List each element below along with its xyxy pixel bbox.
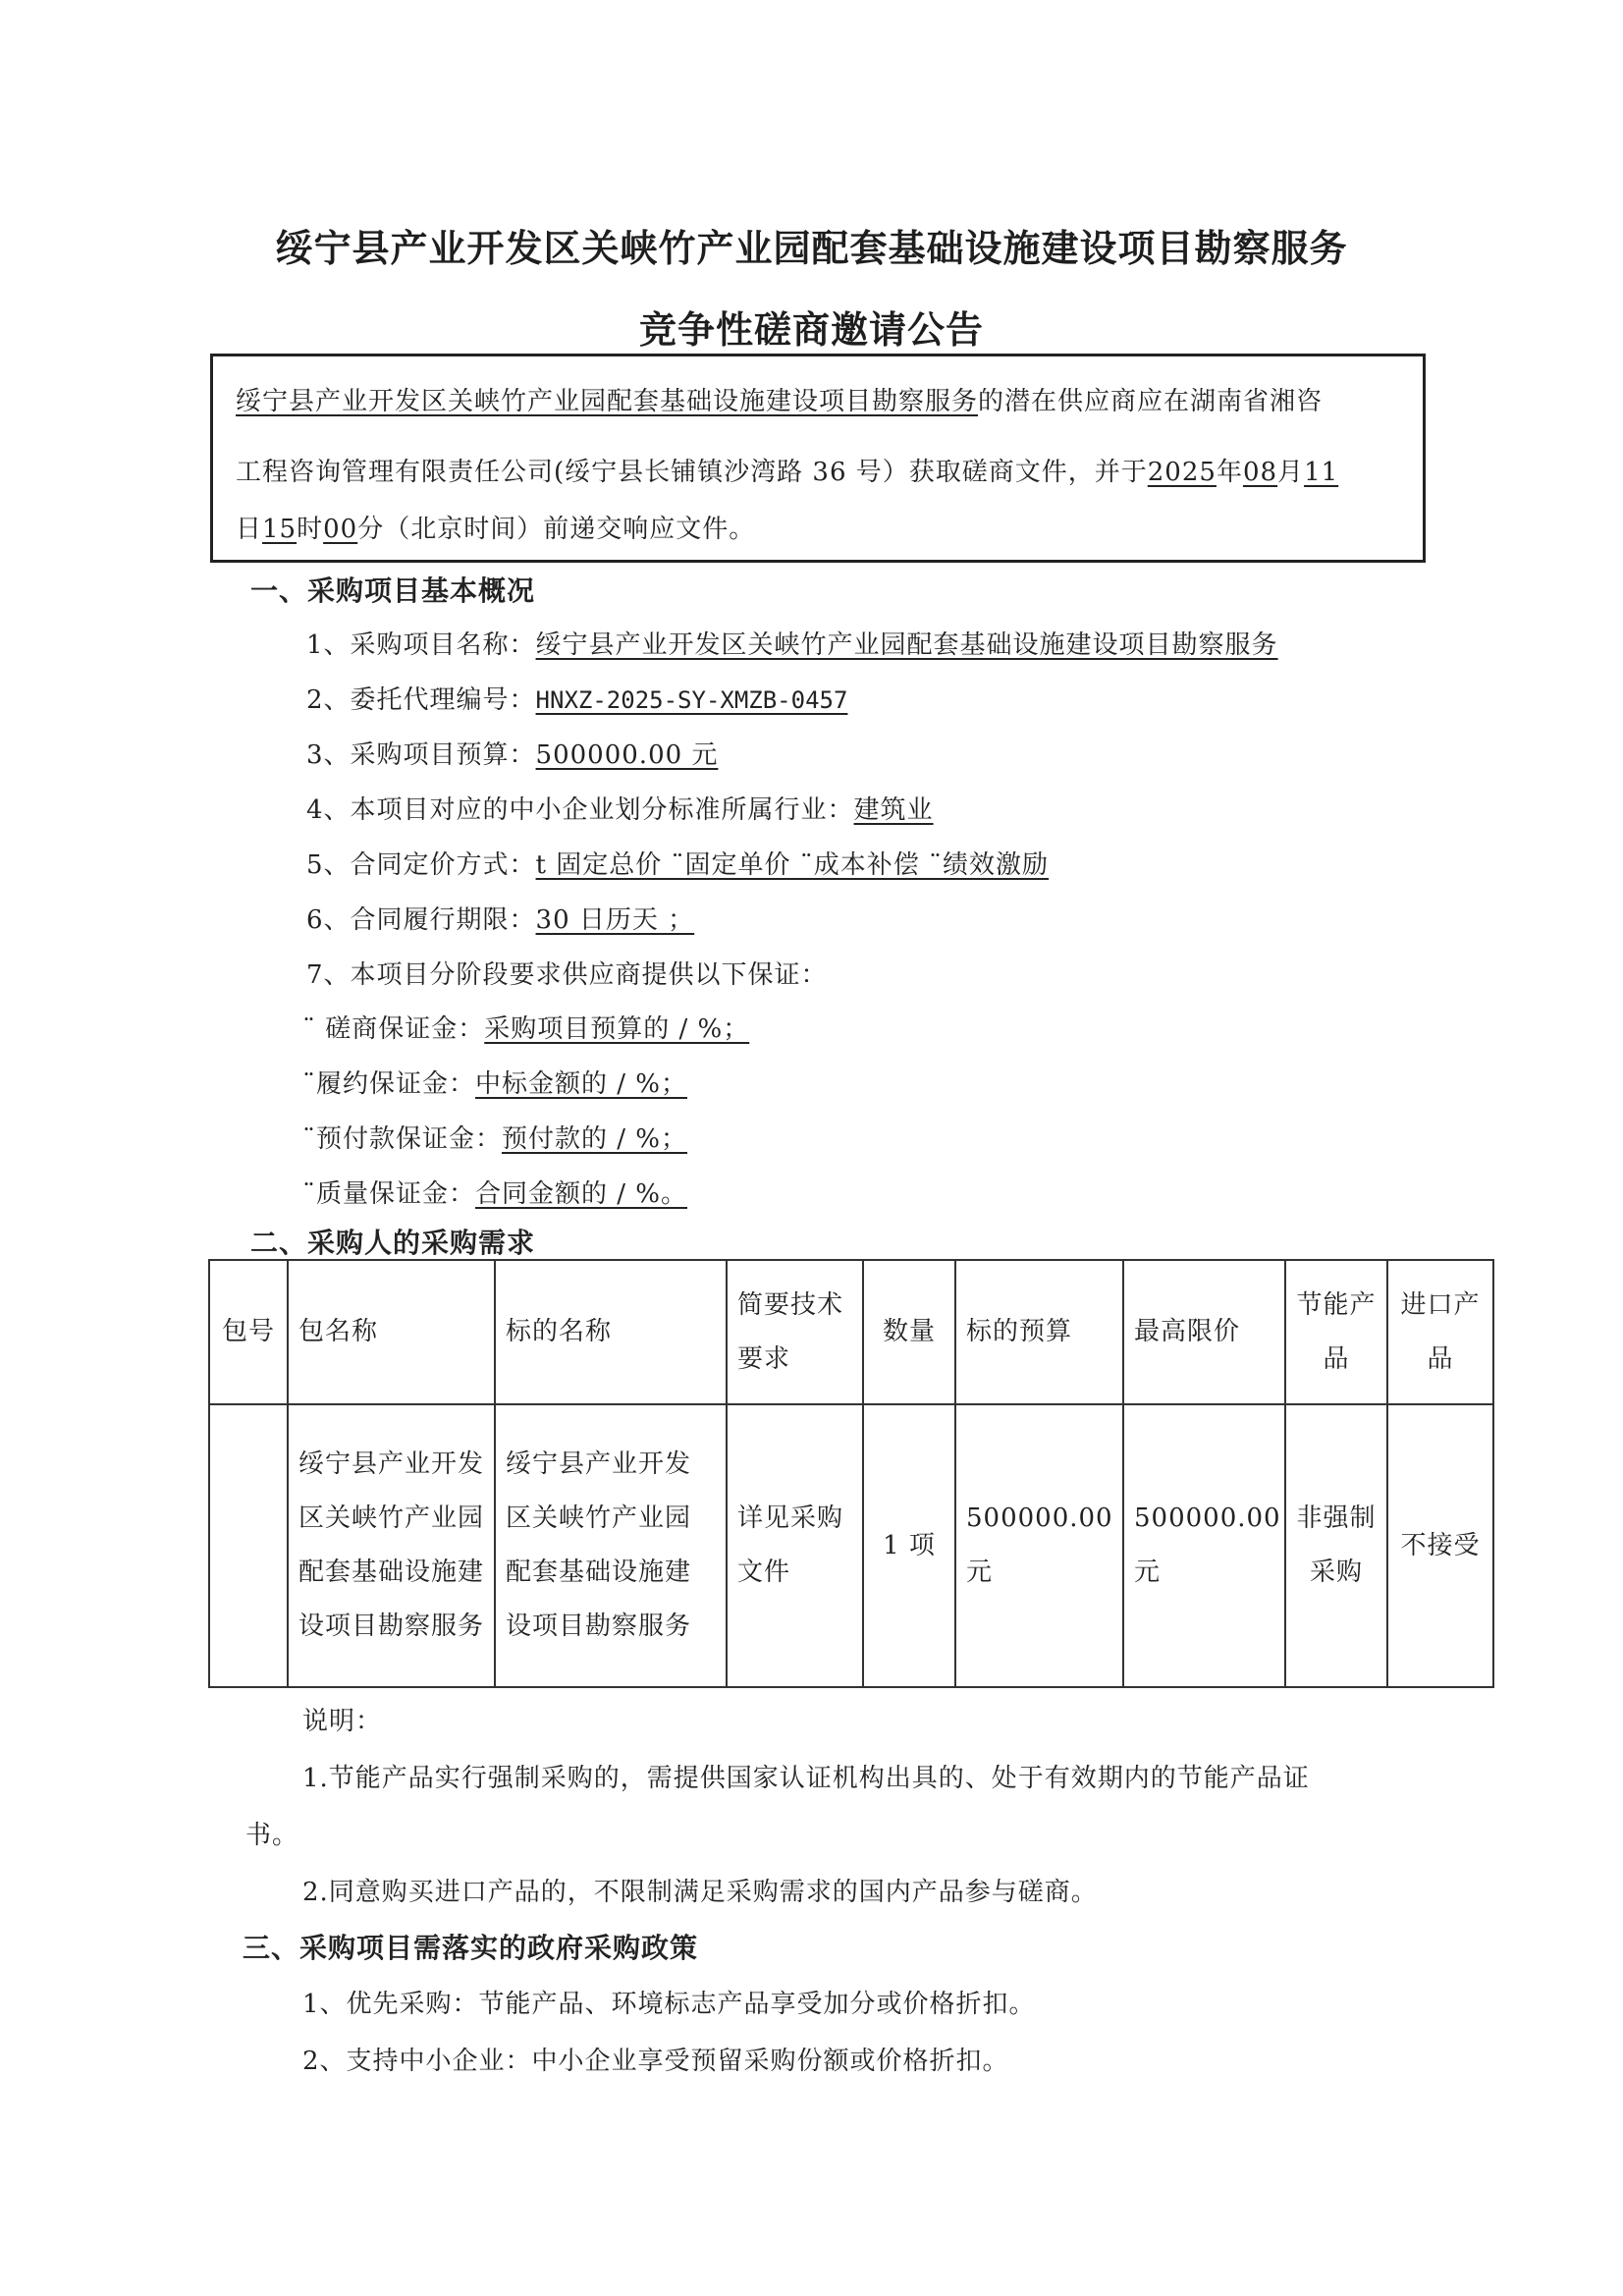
s3-item1: 1、优先采购：节能产品、环境标志产品享受加分或价格折扣。 — [302, 1990, 1036, 2019]
guarantee-performance-value: 中标金额的 / %； — [475, 1069, 688, 1099]
notice-minute: 00 — [323, 515, 358, 544]
th-tech: 简要技术要求 — [727, 1260, 863, 1404]
guarantee-advance — [302, 1119, 687, 1155]
cell-max-price: 500000.00 元 — [1123, 1404, 1285, 1687]
guarantee-performance — [302, 1064, 687, 1100]
cell-budget: 500000.00 元 — [955, 1404, 1123, 1687]
notice-line-1 — [236, 381, 1323, 417]
notice-line-2 — [236, 452, 1338, 488]
notice-project-name: 绥宁县产业开发区关峡竹产业园配套基础设施建设项目勘察服务 — [236, 387, 979, 416]
s1-item2 — [306, 680, 847, 716]
notice-day-unit: 日 — [236, 515, 263, 544]
cell-pkg-name: 绥宁县产业开发区关峡竹产业园配套基础设施建设项目勘察服务 — [288, 1404, 495, 1687]
th-import: 进口产品 — [1387, 1260, 1493, 1404]
s1-item1-label: 1、采购项目名称： — [306, 630, 536, 660]
guarantee-advance-label: ¨预付款保证金： — [302, 1124, 503, 1154]
notice-year-unit: 年 — [1216, 458, 1243, 487]
procurement-table — [208, 1259, 1494, 1688]
th-energy: 节能产品 — [1285, 1260, 1387, 1404]
s1-item2-value: HNXZ-2025-SY-XMZB-0457 — [535, 686, 848, 714]
note-label: 说明： — [302, 1707, 383, 1736]
section3-heading: 三、采购项目需落实的政府采购政策 — [243, 1932, 699, 1964]
table-row — [209, 1404, 1493, 1687]
guarantee-bid-value: 采购项目预算的 / %； — [484, 1014, 750, 1044]
s3-item2: 2、支持中小企业：中小企业享受预留采购份额或价格折扣。 — [302, 2047, 1009, 2076]
s1-item4-value: 建筑业 — [853, 795, 934, 825]
notice-year: 2025 — [1147, 458, 1217, 487]
s1-item3 — [306, 735, 718, 771]
guarantee-quality-label: ¨质量保证金： — [302, 1179, 476, 1209]
cell-qty: 1 项 — [863, 1404, 955, 1687]
doc-title-line2: 竞争性磋商邀请公告 — [638, 308, 984, 352]
notice-month: 08 — [1242, 458, 1278, 487]
note-1-cont: 书。 — [245, 1821, 299, 1850]
s1-item3-value: 500000.00 元 — [535, 740, 719, 770]
guarantee-bid — [302, 1009, 749, 1045]
s1-item5-label: 5、合同定价方式： — [306, 850, 536, 880]
notice-text-2: 工程咨询管理有限责任公司(绥宁县长铺镇沙湾路 36 号）获取磋商文件，并于 — [236, 458, 1148, 487]
section1-heading: 一、采购项目基本概况 — [250, 574, 536, 607]
s1-item1-value: 绥宁县产业开发区关峡竹产业园配套基础设施建设项目勘察服务 — [535, 630, 1278, 660]
note-2: 2.同意购买进口产品的，不限制满足采购需求的国内产品参与磋商。 — [302, 1878, 1098, 1907]
th-pkg-no: 包号 — [209, 1260, 288, 1404]
guarantee-performance-label: ¨履约保证金： — [302, 1069, 476, 1099]
note-1: 1.节能产品实行强制采购的，需提供国家认证机构出具的、处于有效期内的节能产品证 — [302, 1764, 1310, 1793]
guarantee-quality-value: 合同金额的 / %。 — [475, 1179, 688, 1209]
cell-energy: 非强制采购 — [1285, 1404, 1387, 1687]
notice-hour-unit: 时 — [297, 515, 324, 544]
s1-item4-label: 4、本项目对应的中小企业划分标准所属行业： — [306, 795, 854, 825]
notice-hour: 15 — [262, 515, 298, 544]
section2-heading: 二、采购人的采购需求 — [250, 1227, 536, 1259]
guarantee-quality — [302, 1174, 687, 1210]
s1-item7: 7、本项目分阶段要求供应商提供以下保证： — [306, 960, 828, 990]
th-max-price: 最高限价 — [1123, 1260, 1285, 1404]
s1-item6-value: 30 日历天 ； — [535, 905, 695, 935]
notice-text-1: 的潜在供应商应在湖南省湘咨 — [978, 387, 1324, 416]
s1-item6-label: 6、合同履行期限： — [306, 905, 536, 935]
guarantee-advance-value: 预付款的 / %； — [502, 1124, 688, 1154]
table-header-row — [209, 1260, 1493, 1404]
guarantee-bid-label: ¨ 磋商保证金： — [302, 1014, 485, 1044]
s1-item5-value: t 固定总价 ¨固定单价 ¨成本补偿 ¨绩效激励 — [535, 850, 1050, 880]
s1-item2-label: 2、委托代理编号： — [306, 685, 536, 715]
th-budget: 标的预算 — [955, 1260, 1123, 1404]
cell-import: 不接受 — [1387, 1404, 1493, 1687]
th-pkg-name: 包名称 — [288, 1260, 495, 1404]
s1-item4 — [306, 790, 934, 826]
s1-item3-label: 3、采购项目预算： — [306, 740, 536, 770]
cell-pkg-no — [209, 1404, 288, 1687]
notice-month-unit: 月 — [1277, 458, 1305, 487]
s1-item6 — [306, 900, 694, 936]
notice-day: 11 — [1304, 458, 1339, 487]
th-item-name: 标的名称 — [495, 1260, 727, 1404]
s1-item1 — [306, 625, 1278, 661]
th-qty: 数量 — [863, 1260, 955, 1404]
s1-item5 — [306, 845, 1049, 881]
notice-text-3: 分（北京时间）前递交响应文件。 — [357, 515, 756, 544]
cell-item-name: 绥宁县产业开发区关峡竹产业园配套基础设施建设项目勘察服务 — [495, 1404, 727, 1687]
cell-tech: 详见采购文件 — [727, 1404, 863, 1687]
doc-title-line1: 绥宁县产业开发区关峡竹产业园配套基础设施建设项目勘察服务 — [275, 227, 1348, 270]
notice-line-3 — [236, 509, 755, 545]
